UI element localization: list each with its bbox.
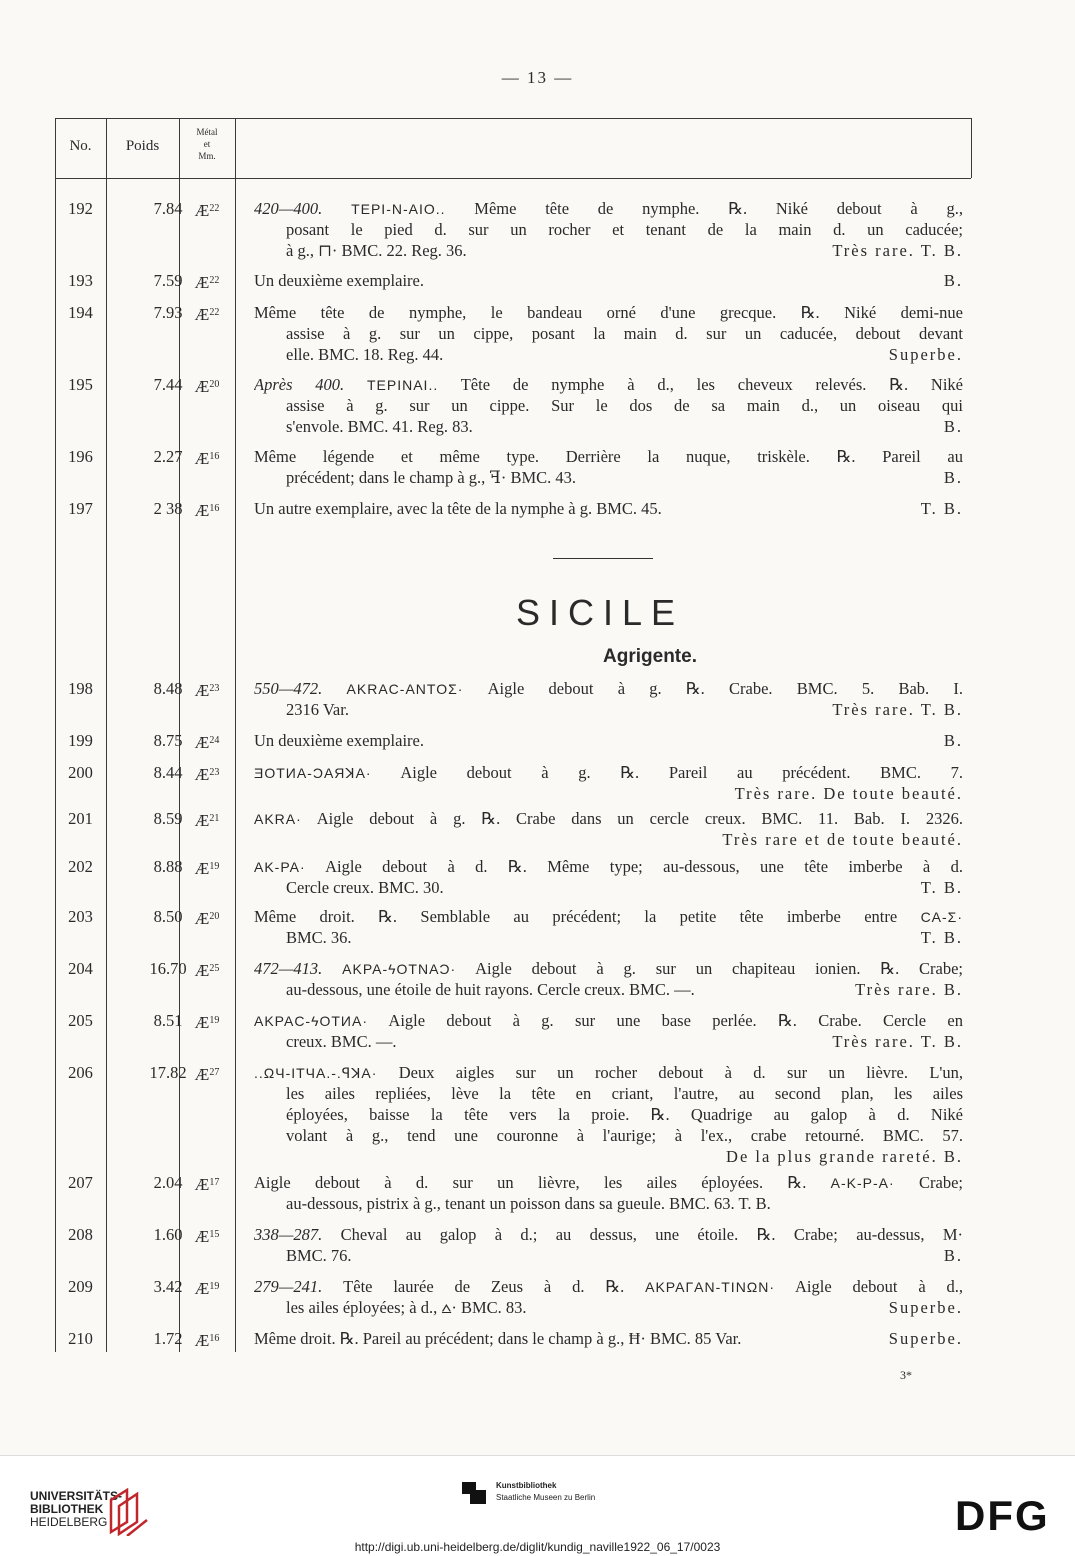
text-segment: les ailes éployées; à d., ⩟· BMC. 83. xyxy=(286,1298,527,1317)
item-weight: 2 38 xyxy=(153,499,183,518)
section-separator xyxy=(553,558,653,559)
text-segment: Tête laurée de Zeus à d. ℞. xyxy=(343,1277,646,1296)
metal-size: 22 xyxy=(209,307,220,318)
description-line xyxy=(254,344,963,365)
item-metal xyxy=(181,198,233,221)
item-metal xyxy=(181,808,233,831)
coin-legend: CA-Σ· xyxy=(920,909,963,925)
item-metal xyxy=(181,856,233,879)
table-top-rule xyxy=(55,118,971,119)
item-description xyxy=(254,302,963,365)
item-description xyxy=(254,762,963,804)
description-line xyxy=(254,446,963,467)
description-line xyxy=(254,699,963,720)
item-description xyxy=(254,498,963,519)
item-description xyxy=(254,1172,963,1214)
text-segment: volant à g., tend une couronne à l'aurige; à l'ex., crabe retourné. BMC. 57. xyxy=(286,1126,963,1145)
description-line xyxy=(254,927,963,948)
text-segment: Aigle debout à g. ℞. Crabe dans un cercle creux. BMC. 11. Bab. I. 2326. xyxy=(301,809,963,828)
item-metal xyxy=(181,1224,233,1247)
metal-symbol: Æ xyxy=(194,273,210,292)
description-line xyxy=(254,783,963,804)
condition-rating: Superbe. xyxy=(888,1329,963,1348)
description-line xyxy=(254,979,963,1000)
item-number: 203 xyxy=(68,907,93,926)
description-line xyxy=(254,395,963,416)
description-line xyxy=(254,906,963,927)
text-segment: Aigle debout à d. ℞. Même type; au-dessous, une tête imberbe à d. xyxy=(305,857,963,876)
metal-size: 20 xyxy=(209,379,220,390)
description-line xyxy=(254,1297,963,1318)
university-library-name: UNIVERSITÄTS- BIBLIOTHEK HEIDELBERG xyxy=(30,1489,123,1529)
text-segment: creux. BMC. —. xyxy=(286,1032,397,1051)
description-line xyxy=(254,762,963,783)
description-line xyxy=(254,1062,963,1083)
heidelberg-logo-icon xyxy=(107,1486,151,1536)
metal-size: 20 xyxy=(209,911,220,922)
metal-size: 19 xyxy=(209,1281,220,1292)
metal-symbol: Æ xyxy=(194,1227,210,1246)
item-weight: 8.75 xyxy=(153,731,183,750)
metal-symbol: Æ xyxy=(194,377,210,396)
text-segment: Crabe; xyxy=(894,1173,963,1192)
text-segment: elle. BMC. 18. Reg. 44. xyxy=(286,345,444,364)
item-metal xyxy=(181,1010,233,1033)
item-number: 208 xyxy=(68,1225,93,1244)
item-weight: 8.59 xyxy=(153,809,183,828)
item-description xyxy=(254,198,963,261)
header-poids: Poids xyxy=(125,138,160,154)
item-weight: 8.48 xyxy=(153,679,183,698)
metal-size: 15 xyxy=(209,1229,220,1240)
condition-rating: Superbe. xyxy=(888,1298,963,1317)
metal-symbol: Æ xyxy=(194,765,210,784)
item-weight: 8.44 xyxy=(153,763,183,782)
page-signature: 3* xyxy=(900,1368,912,1382)
metal-symbol: Æ xyxy=(194,733,210,752)
item-weight: 17.82 xyxy=(149,1063,187,1082)
date-range: 279—241. xyxy=(254,1277,344,1296)
kunstbibliothek-name: Kunstbibliothek Staatliche Museen zu Berlin xyxy=(496,1481,596,1502)
item-number: 195 xyxy=(68,375,93,394)
description-line xyxy=(254,270,963,291)
metal-symbol: Æ xyxy=(194,1279,210,1298)
item-description xyxy=(254,856,963,898)
condition-rating: B. xyxy=(943,1246,963,1265)
item-metal xyxy=(181,374,233,397)
item-weight: 7.44 xyxy=(153,375,183,394)
date-range: 420—400. xyxy=(254,199,352,218)
metal-size: 16 xyxy=(209,451,220,462)
metal-symbol: Æ xyxy=(194,859,210,878)
condition-rating: B. xyxy=(943,468,963,487)
item-number: 197 xyxy=(68,499,93,518)
item-weight: 1.72 xyxy=(153,1329,183,1348)
description-line xyxy=(254,323,963,344)
item-metal xyxy=(181,958,233,981)
item-number: 193 xyxy=(68,271,93,290)
metal-symbol: Æ xyxy=(194,1175,210,1194)
item-weight: 7.59 xyxy=(153,271,183,290)
item-metal xyxy=(181,678,233,701)
coin-legend: AKPAΓAN-TINΩN· xyxy=(645,1279,776,1295)
metal-size: 16 xyxy=(209,1333,220,1344)
description-line xyxy=(254,302,963,323)
item-number: 206 xyxy=(68,1063,93,1082)
coin-legend: TEPI-N-AIO.. xyxy=(351,201,446,217)
metal-symbol: Æ xyxy=(194,201,210,220)
coin-legend: AKPAC-ϟOTИA· xyxy=(254,1013,368,1029)
item-number: 200 xyxy=(68,763,93,782)
condition-rating: Superbe. xyxy=(888,345,963,364)
metal-symbol: Æ xyxy=(194,1331,210,1350)
item-metal xyxy=(181,1328,233,1351)
page-number: — 13 — xyxy=(501,68,574,87)
condition-rating: T. B. xyxy=(920,878,963,897)
item-description xyxy=(254,808,963,850)
text-segment: Cheval au galop à d.; au dessus, une étoile. ℞. Crabe; au-dessus, M· xyxy=(340,1225,963,1244)
text-segment: au-dessous, pistrix à g., tenant un poisson dans sa gueule. BMC. 63. T. B. xyxy=(286,1194,771,1213)
item-metal xyxy=(181,498,233,521)
text-segment: précédent; dans le champ à g., ꟻ· BMC. 43. xyxy=(286,468,577,487)
item-weight: 8.51 xyxy=(153,1011,183,1030)
item-number: 194 xyxy=(68,303,93,322)
coin-legend: AK-PA· xyxy=(254,859,306,875)
metal-size: 19 xyxy=(209,861,220,872)
coin-legend: A-K-P-A· xyxy=(830,1175,895,1191)
date-range: 472—413. xyxy=(254,959,343,978)
item-description xyxy=(254,730,963,751)
item-number: 204 xyxy=(68,959,93,978)
text-segment: les ailes repliées, lève la tête en criant, l'autre, au second plan, les ailes xyxy=(286,1084,963,1103)
description-line xyxy=(254,958,963,979)
item-weight: 7.93 xyxy=(153,303,183,322)
metal-symbol: Æ xyxy=(194,961,210,980)
date-range: Après 400. xyxy=(254,375,367,394)
description-line xyxy=(254,1328,963,1349)
description-line xyxy=(254,1031,963,1052)
metal-size: 19 xyxy=(209,1015,220,1026)
description-line xyxy=(254,467,963,488)
item-number: 205 xyxy=(68,1011,93,1030)
description-line xyxy=(254,1125,963,1146)
text-segment: Aigle debout à g. ℞. Pareil au précédent. BMC. 7. xyxy=(371,763,963,782)
item-weight: 1.60 xyxy=(153,1225,183,1244)
item-metal xyxy=(181,1172,233,1195)
item-description xyxy=(254,958,963,1000)
item-weight: 8.50 xyxy=(153,907,183,926)
condition-rating: Très rare. T. B. xyxy=(832,700,963,719)
footer-bar xyxy=(0,1455,1075,1556)
item-description xyxy=(254,1276,963,1318)
header-no: No. xyxy=(69,138,92,154)
condition-rating: De la plus grande rareté. B. xyxy=(726,1147,963,1166)
text-segment: BMC. 36. xyxy=(286,928,352,947)
description-line xyxy=(254,829,963,850)
condition-rating: Très rare et de toute beauté. xyxy=(722,830,963,849)
section-title: SICILE xyxy=(515,592,685,633)
text-segment: Tête de nymphe à d., les cheveux relevés. ℞. Niké xyxy=(438,375,963,394)
item-description xyxy=(254,270,963,291)
description-line xyxy=(254,498,963,519)
item-number: 196 xyxy=(68,447,93,466)
coin-legend: ƎOTИA-ƆAЯꓘA· xyxy=(254,765,372,781)
item-weight: 2.27 xyxy=(153,447,183,466)
description-line xyxy=(254,1104,963,1125)
description-line xyxy=(254,678,963,699)
text-segment: Deux aigles sur un rocher debout à d. sur un lièvre. L'un, xyxy=(377,1063,963,1082)
text-segment: Aigle debout à g. ℞. Crabe. BMC. 5. Bab. I. xyxy=(463,679,963,698)
item-weight: 8.88 xyxy=(153,857,183,876)
condition-rating: T. B. xyxy=(920,928,963,947)
text-segment: s'envole. BMC. 41. Reg. 83. xyxy=(286,417,473,436)
description-line xyxy=(254,1245,963,1266)
description-line xyxy=(254,1172,963,1193)
text-segment: Un deuxième exemplaire. xyxy=(254,271,424,290)
item-number: 199 xyxy=(68,731,93,750)
description-line xyxy=(254,1193,963,1214)
description-line xyxy=(254,808,963,829)
header-metal: Métal et Mm. xyxy=(196,127,218,161)
item-number: 209 xyxy=(68,1277,93,1296)
dfg-logo: DFG xyxy=(955,1492,1050,1539)
condition-rating: B. xyxy=(943,417,963,436)
metal-symbol: Æ xyxy=(194,811,210,830)
metal-size: 22 xyxy=(209,203,220,214)
item-weight: 3.42 xyxy=(153,1277,183,1296)
text-segment: Même tête de nymphe, le bandeau orné d'une grecque. ℞. Niké demi-nue xyxy=(254,303,963,322)
item-number: 192 xyxy=(68,199,93,218)
condition-rating: Très rare. T. B. xyxy=(832,1032,963,1051)
condition-rating: Très rare. B. xyxy=(855,980,963,999)
item-weight: 16.70 xyxy=(149,959,187,978)
section-subtitle: Agrigente. xyxy=(603,646,697,667)
item-description xyxy=(254,678,963,720)
text-segment: au-dessous, une étoile de huit rayons. Cercle creux. BMC. —. xyxy=(286,980,695,999)
metal-size: 24 xyxy=(209,735,220,746)
item-metal xyxy=(181,762,233,785)
text-segment: à g., ⊓· BMC. 22. Reg. 36. xyxy=(286,241,467,260)
item-metal xyxy=(181,1062,233,1085)
metal-size: 23 xyxy=(209,767,220,778)
table-right-rule xyxy=(971,118,972,178)
description-line xyxy=(254,198,963,219)
text-segment: Aigle debout à g. sur une base perlée. ℞. Crabe. Cercle en xyxy=(368,1011,963,1030)
description-line xyxy=(254,374,963,395)
item-metal xyxy=(181,1276,233,1299)
item-number: 210 xyxy=(68,1329,93,1348)
text-segment: éployées, baisse la tête vers la proie. ℞. Quadrige au galop à d. Niké xyxy=(286,1105,963,1124)
condition-rating: Très rare. T. B. xyxy=(832,241,963,260)
text-segment: Un autre exemplaire, avec la tête de la nymphe à g. BMC. 45. xyxy=(254,499,662,518)
description-line xyxy=(254,219,963,240)
text-segment: Même légende et même type. Derrière la nuque, triskèle. ℞. Pareil au xyxy=(254,447,963,466)
item-number: 201 xyxy=(68,809,93,828)
condition-rating: T. B. xyxy=(920,499,963,518)
col-rule-metal xyxy=(235,118,236,1352)
item-metal xyxy=(181,302,233,325)
metal-symbol: Æ xyxy=(194,909,210,928)
text-segment: assise à g. sur un cippe. Sur le dos de sa main d., un oiseau qui xyxy=(286,396,963,415)
text-segment: Aigle debout à d., xyxy=(775,1277,963,1296)
metal-symbol: Æ xyxy=(194,681,210,700)
text-segment: Même droit. ℞. Semblable au précédent; la petite tête imberbe entre xyxy=(254,907,921,926)
item-description xyxy=(254,446,963,488)
metal-size: 22 xyxy=(209,275,220,286)
text-segment: Cercle creux. BMC. 30. xyxy=(286,878,444,897)
text-segment: Même droit. ℞. Pareil au précédent; dans le champ à g., Ħ· BMC. 85 Var. xyxy=(254,1329,742,1348)
kunstbibliothek-logo-icon xyxy=(460,1478,490,1508)
date-range: 338—287. xyxy=(254,1225,341,1244)
item-description xyxy=(254,1010,963,1052)
item-description xyxy=(254,1328,963,1349)
metal-size: 25 xyxy=(209,963,220,974)
item-description xyxy=(254,374,963,437)
item-metal xyxy=(181,446,233,469)
description-line xyxy=(254,877,963,898)
metal-symbol: Æ xyxy=(194,1065,210,1084)
metal-symbol: Æ xyxy=(194,501,210,520)
coin-legend: AKPA-ϟOTNAƆ· xyxy=(342,961,457,977)
description-line xyxy=(254,1146,963,1167)
text-segment: assise à g. sur un cippe, posant la main d. sur un caducée, debout devant xyxy=(286,324,963,343)
metal-size: 23 xyxy=(209,683,220,694)
item-number: 198 xyxy=(68,679,93,698)
coin-legend: AKRA· xyxy=(254,811,302,827)
text-segment: Même tête de nymphe. ℞. Niké debout à g., xyxy=(445,199,963,218)
item-weight: 7.84 xyxy=(153,199,183,218)
item-description xyxy=(254,906,963,948)
metal-symbol: Æ xyxy=(194,305,210,324)
source-url[interactable]: http://digi.ub.uni-heidelberg.de/diglit/kundig_naville1922_06_17/0023 xyxy=(354,1540,721,1554)
metal-symbol: Æ xyxy=(194,449,210,468)
item-description xyxy=(254,1224,963,1266)
coin-legend: ..ΩЧ-ITЧA.-.ꟼꓘA· xyxy=(254,1065,378,1081)
description-line xyxy=(254,730,963,751)
description-line xyxy=(254,1276,963,1297)
metal-symbol: Æ xyxy=(194,1013,210,1032)
metal-size: 16 xyxy=(209,503,220,514)
coin-legend: AKRAC-ANTOΣ· xyxy=(346,681,464,697)
item-metal xyxy=(181,730,233,753)
condition-rating: Très rare. De toute beauté. xyxy=(734,784,963,803)
condition-rating: B. xyxy=(943,271,963,290)
description-line xyxy=(254,240,963,261)
description-line xyxy=(254,1010,963,1031)
text-segment: posant le pied d. sur un rocher et tenant de la main d. un caducée; xyxy=(286,220,963,239)
metal-size: 21 xyxy=(209,813,220,824)
metal-size: 27 xyxy=(209,1067,220,1078)
coin-legend: TEPINAI.. xyxy=(366,377,439,393)
item-weight: 2.04 xyxy=(153,1173,183,1192)
date-range: 550—472. xyxy=(254,679,347,698)
description-line xyxy=(254,416,963,437)
condition-rating: B. xyxy=(943,731,963,750)
description-line xyxy=(254,1224,963,1245)
description-line xyxy=(254,1083,963,1104)
item-number: 207 xyxy=(68,1173,93,1192)
description-line xyxy=(254,856,963,877)
item-number: 202 xyxy=(68,857,93,876)
text-segment: Aigle debout à g. sur un chapiteau ionien. ℞. Crabe; xyxy=(456,959,963,978)
metal-size: 17 xyxy=(209,1177,220,1188)
text-segment: Aigle debout à d. sur un lièvre, les ailes éployées. ℞. xyxy=(254,1173,831,1192)
item-description xyxy=(254,1062,963,1167)
item-metal xyxy=(181,906,233,929)
item-metal xyxy=(181,270,233,293)
text-segment: Un deuxième exemplaire. xyxy=(254,731,424,750)
header-rule xyxy=(55,178,971,179)
text-segment: 2316 Var. xyxy=(286,700,349,719)
text-segment: BMC. 76. xyxy=(286,1246,352,1265)
